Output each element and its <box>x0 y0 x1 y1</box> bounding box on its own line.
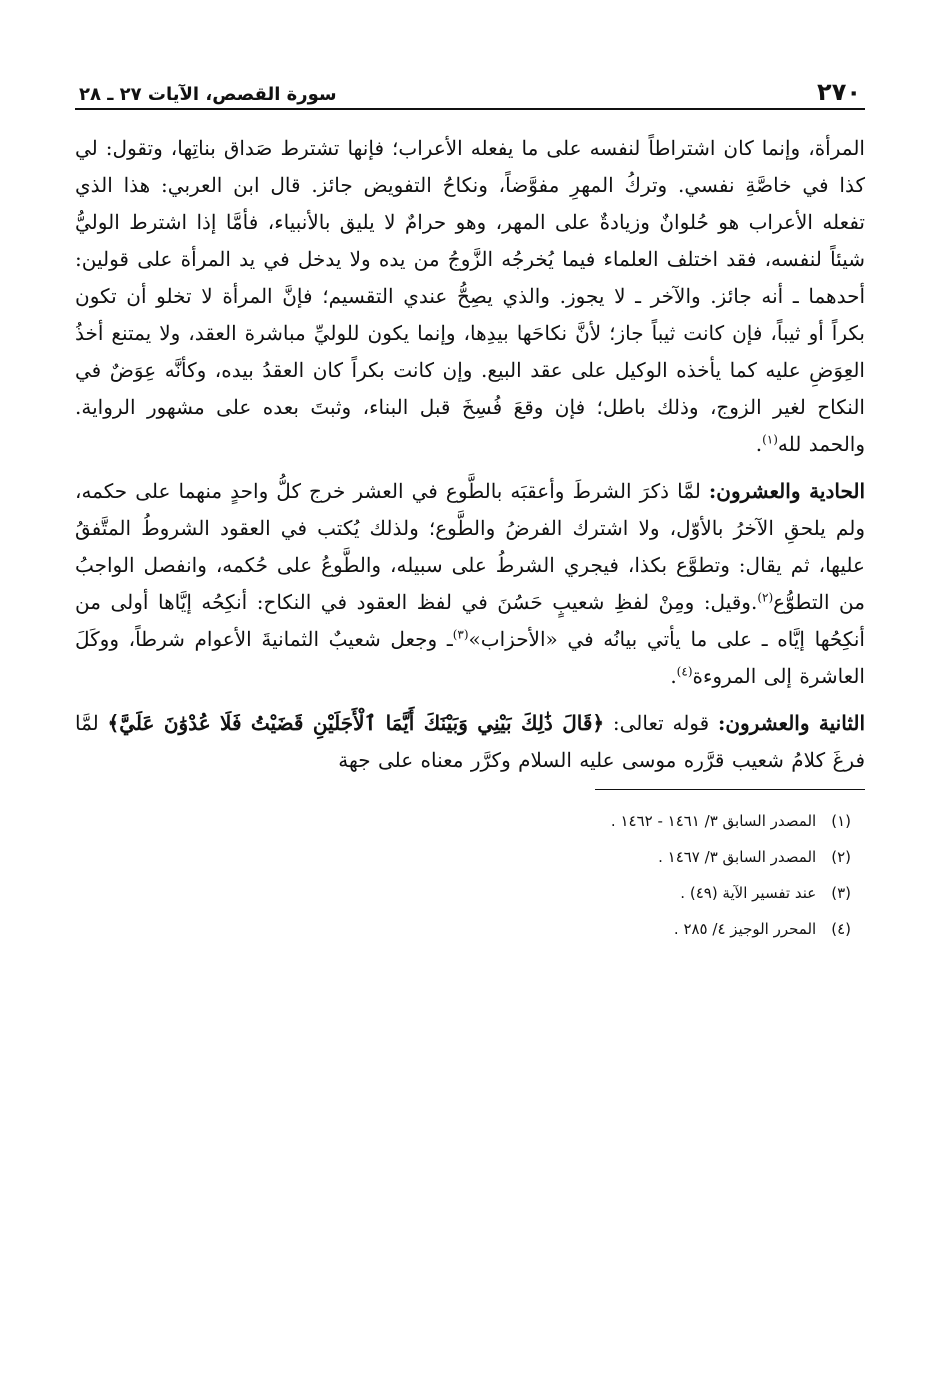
page-number: ٢٧٠ <box>817 78 861 106</box>
footnote-ref: (٤) <box>676 664 693 679</box>
section-lead: الثانية والعشرون: <box>717 711 865 735</box>
paragraph <box>75 473 865 695</box>
footnote-ref: (٣) <box>452 627 469 642</box>
paragraph <box>75 705 865 779</box>
footnote <box>75 812 851 830</box>
footnote-number: (٢) <box>831 848 851 866</box>
footnote-number: (١) <box>831 812 851 830</box>
paragraph-text: لمَّا ذكرَ الشرطَ وأعقبَه بالطَّوع في العشر خرج كلُّ واحدٍ منهما على حكمه، ولم يلحقِ الآخرُ بالأوّل، ولا اشترك الفرضُ والطَّوع؛ ولذلك يُكتب في العقود الشروطُ المتَّفقُ عليها، ثم يقال: وتطوَّع بكذا، فيجري الشرطُ على سبيله، والطَّوعُ على حُكمه، وانفصل الواجبُ من التطوُّع <box>75 479 865 614</box>
section-lead: الحادية والعشرون: <box>708 479 865 503</box>
footnote <box>75 848 851 866</box>
paragraph-text: قوله تعالى: <box>604 711 718 735</box>
footnote-ref: (٢) <box>757 590 774 605</box>
footnote <box>75 884 851 902</box>
paragraph <box>75 130 865 463</box>
paragraph-text: . <box>755 432 763 456</box>
paragraph-text: . <box>670 664 677 688</box>
footnote-ref: (١) <box>762 432 778 447</box>
book-page <box>75 60 865 956</box>
footnote <box>75 920 851 938</box>
footnote-text: المصدر السابق ٣/ ١٤٦١ - ١٤٦٢ . <box>610 812 817 830</box>
quran-verse: ﴿قَالَ ذَٰلِكَ بَيْنِي وَبَيْنَكَ أَيَّمَا ٱلْأَجَلَيْنِ قَضَيْتُ فَلَا عُدْوَٰنَ عَلَيَّ﴾ <box>107 711 605 735</box>
footnote-text: عند تفسير الآية (٤٩) . <box>680 884 817 902</box>
running-title: سورة القصص، الآيات ٢٧ ـ ٢٨ <box>79 84 337 105</box>
footnote-number: (٤) <box>831 920 851 938</box>
main-text <box>75 130 865 779</box>
paragraph-text: المرأة، وإنما كان اشتراطاً لنفسه على ما يفعله الأعراب؛ فإنها تشترط صَداق بناتِها، وتقول: لي كذا في خاصَّةِ نفسي. وتركُ المهرِ مفوَّضاً، ونكاحُ التفويض جائز. قال ابن العربي: هذا الذي تفعله الأعراب هو حُلوانٌ وزيادةٌ على المهر، وهو حرامٌ لا يليق بالأنبياء، فأمَّا إذا اشترط الوليُّ شيئاً لنفسه، فقد اختلف العلماء فيما يُخرجُه الزَّوجُ من يده ولا يدخل في يد المرأة على قولين: أحدهما ـ أنه جائز. والآخر ـ لا يجوز. والذي يصِحُّ عندي التقسيم؛ فإنَّ المرأة لا تخلو أن تكون بكراً أو ثيباً، فإن كانت ثيباً جاز؛ لأنَّ نكاحَها بيدِها، وإنما يكون للوليِّ مباشرة العقد، ولا يمتنع أخذُ العِوَضِ عليه كما يأخذه الوكيل على عقد البيع. وإن كانت بكراً كان العقدُ بيده، وكأنَّه عِوَضٌ في النكاح لغير الزوج، وذلك باطل؛ فإن وقعَ فُسِخَ قبل البناء، وثبتَ بعده على مشهور الرواية. والحمد لله <box>75 136 865 456</box>
footnote-text: المصدر السابق ٣/ ١٤٦٧ . <box>658 848 817 866</box>
page-header <box>75 60 865 110</box>
footnotes <box>75 812 865 938</box>
footnote-number: (٣) <box>831 884 851 902</box>
footnote-text: المحرر الوجيز ٤/ ٢٨٥ . <box>673 920 817 938</box>
paragraph-text: ـ وجعل شعيبٌ الثمانيةَ الأعوام شرطاً، ووكَلَ العاشرة إلى المروءة <box>75 627 865 688</box>
paragraph-text: .وقيل: ومِنْ لفظِ شعيبٍ حَسُنَ في لفظ العقود في النكاح: أنكِحُه إيَّاها أولى من أنكِحُها إيَّاه ـ على ما يأتي بيانُه في «الأحزاب» <box>75 590 865 651</box>
paragraph-text: لمَّا فرغَ كلامُ شعيب قرَّره موسى عليه السلام وكرَّر معناه على جهة <box>75 711 865 772</box>
footnote-separator <box>595 789 865 790</box>
